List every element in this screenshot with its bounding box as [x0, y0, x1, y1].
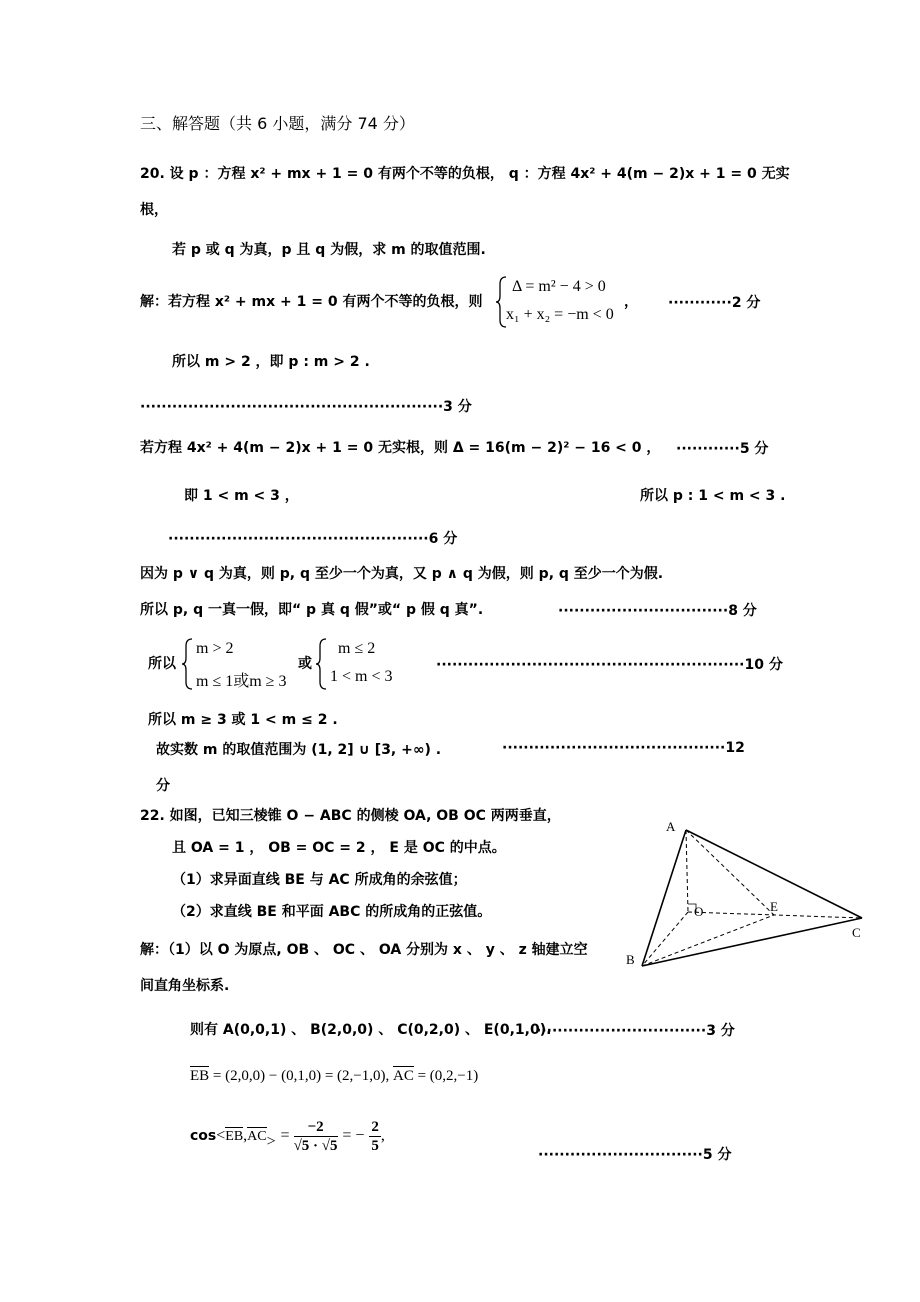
system2-eq1: m > 2	[196, 640, 234, 657]
score-3b: ································3 分	[536, 1023, 735, 1039]
vector-eb-value: = (2,0,0) − (0,1,0) = (2,−1,0),	[209, 1068, 393, 1084]
q20-q-condition: 若方程 4x² + 4(m − 2)x + 1 = 0 无实根，则 Δ = 16(m − 2)² − 16 < 0 ，	[140, 440, 661, 456]
fraction-2-num: 2	[371, 1118, 379, 1135]
edge-AB	[642, 830, 686, 966]
fraction-2-den: 5	[371, 1137, 379, 1154]
coords-line: 则有 A(0,0,1) 、 B(2,0,0) 、 C(0,2,0) 、 E(0,1,0).	[190, 1022, 552, 1038]
score-3: ·························································3 分	[140, 399, 472, 415]
cos-label: cos	[190, 1128, 217, 1144]
cos-tail: ,	[380, 1127, 385, 1144]
q20-p-result: 所以 m > 2 ，即 p : m > 2 .	[172, 354, 370, 370]
cos-vec-eb: EB	[225, 1129, 244, 1144]
fraction-1-num: −2	[294, 1118, 338, 1137]
label-O: O	[694, 904, 704, 919]
q22-line1: 22. 如图，已知三棱锥 O − ABC 的侧棱 OA, OB OC 两两垂直，	[140, 808, 561, 824]
q22-line2: 且 OA = 1 ， OB = OC = 2 ， E 是 OC 的中点。	[172, 840, 506, 856]
q20-result: 所以 m ≥ 3 或 1 < m ≤ 2 .	[148, 712, 338, 728]
edge-AE	[686, 830, 774, 915]
label-A: A	[666, 819, 676, 834]
q20-condition: 若 p 或 q 为真，p 且 q 为假，求 m 的取值范围.	[172, 242, 486, 258]
score-12-unit: 分	[156, 778, 170, 794]
score-6: ·················································6 分	[168, 531, 458, 547]
q22-solution-line1: 解：（1）以 O 为原点, OB 、 OC 、 OA 分别为 x 、 y 、 z 轴建立空	[140, 942, 588, 958]
or-label: 或	[298, 656, 312, 672]
edge-BE	[642, 915, 774, 966]
score-10: ··························································10 分	[436, 657, 783, 673]
q22-part2: （2）求直线 BE 和平面 ABC 的所成角的正弦值。	[172, 904, 492, 920]
q22-solution-line2: 间直角坐标系.	[140, 978, 230, 994]
score-8: ································8 分	[558, 603, 757, 619]
comma: ，	[624, 294, 638, 310]
q22-part1: （1）求异面直线 BE 与 AC 所成角的余弦值；	[172, 872, 467, 888]
q20-one-true: 所以 p, q 一真一假，即“ p 真 q 假”或“ p 假 q 真”.	[140, 602, 484, 618]
vector-ac: AC	[392, 1068, 414, 1084]
system3-eq1: m ≤ 2	[338, 640, 376, 657]
label-C: C	[852, 925, 861, 940]
q20-logic: 因为 p ∨ q 为真，则 p, q 至少一个为真，又 p ∧ q 为假，则 p, q 至少一个为假.	[140, 566, 664, 582]
eq-neg: = −	[342, 1127, 365, 1144]
eq-sign: =	[280, 1127, 294, 1144]
score-5a: ············5 分	[676, 441, 769, 457]
cos-close: >	[266, 1133, 276, 1150]
system1-eq2: x₁ + x₂ = −m < 0	[506, 306, 614, 323]
q20-q-range: 即 1 < m < 3 ，	[184, 488, 299, 504]
vector-line	[190, 1066, 478, 1086]
label-E: E	[770, 899, 778, 914]
q20-q-result: 所以 p : 1 < m < 3 .	[640, 488, 786, 504]
system3-eq2: 1 < m < 3	[330, 668, 393, 685]
section-title: 三、解答题（共 6 小题，满分 74 分）	[140, 114, 415, 133]
cos-vec-ac: AC	[247, 1129, 267, 1144]
fraction-2	[369, 1118, 381, 1155]
q20-solution-intro: 解：若方程 x² + mx + 1 = 0 有两个不等的负根，则	[140, 294, 483, 310]
fraction-1-den: √5 · √5	[293, 1137, 338, 1154]
fraction-1	[294, 1118, 338, 1155]
q20-line1-end: 根，	[140, 202, 168, 218]
q20-final: 故实数 m 的取值范围为 (1, 2] ∪ [3, +∞) .	[156, 742, 442, 758]
cos-open: <	[216, 1127, 226, 1144]
brace-system-2	[182, 638, 194, 690]
edge-AO	[686, 830, 688, 912]
label-B: B	[626, 952, 635, 967]
score-12: ··········································12	[502, 740, 745, 756]
vector-ac-value: = (0,2,−1)	[413, 1068, 479, 1084]
so-label: 所以	[148, 656, 176, 672]
cos-line	[190, 1116, 385, 1162]
score-2: ············2 分	[668, 295, 761, 311]
q20-line1: 20. 设 p ：方程 x² + mx + 1 = 0 有两个不等的负根， q ：方程 4x² + 4(m − 2)x + 1 = 0 无实	[140, 166, 790, 182]
system1-eq1: Δ = m² − 4 > 0	[512, 278, 606, 295]
edge-BC	[642, 918, 862, 966]
brace-system-3	[316, 638, 328, 690]
system2-eq2: m ≤ 1或m ≥ 3	[196, 673, 287, 690]
score-5b: ·······························5 分	[538, 1147, 732, 1163]
tetrahedron-figure	[620, 812, 870, 972]
vector-eb: EB	[190, 1068, 210, 1084]
cos-comma: ,	[243, 1127, 248, 1144]
